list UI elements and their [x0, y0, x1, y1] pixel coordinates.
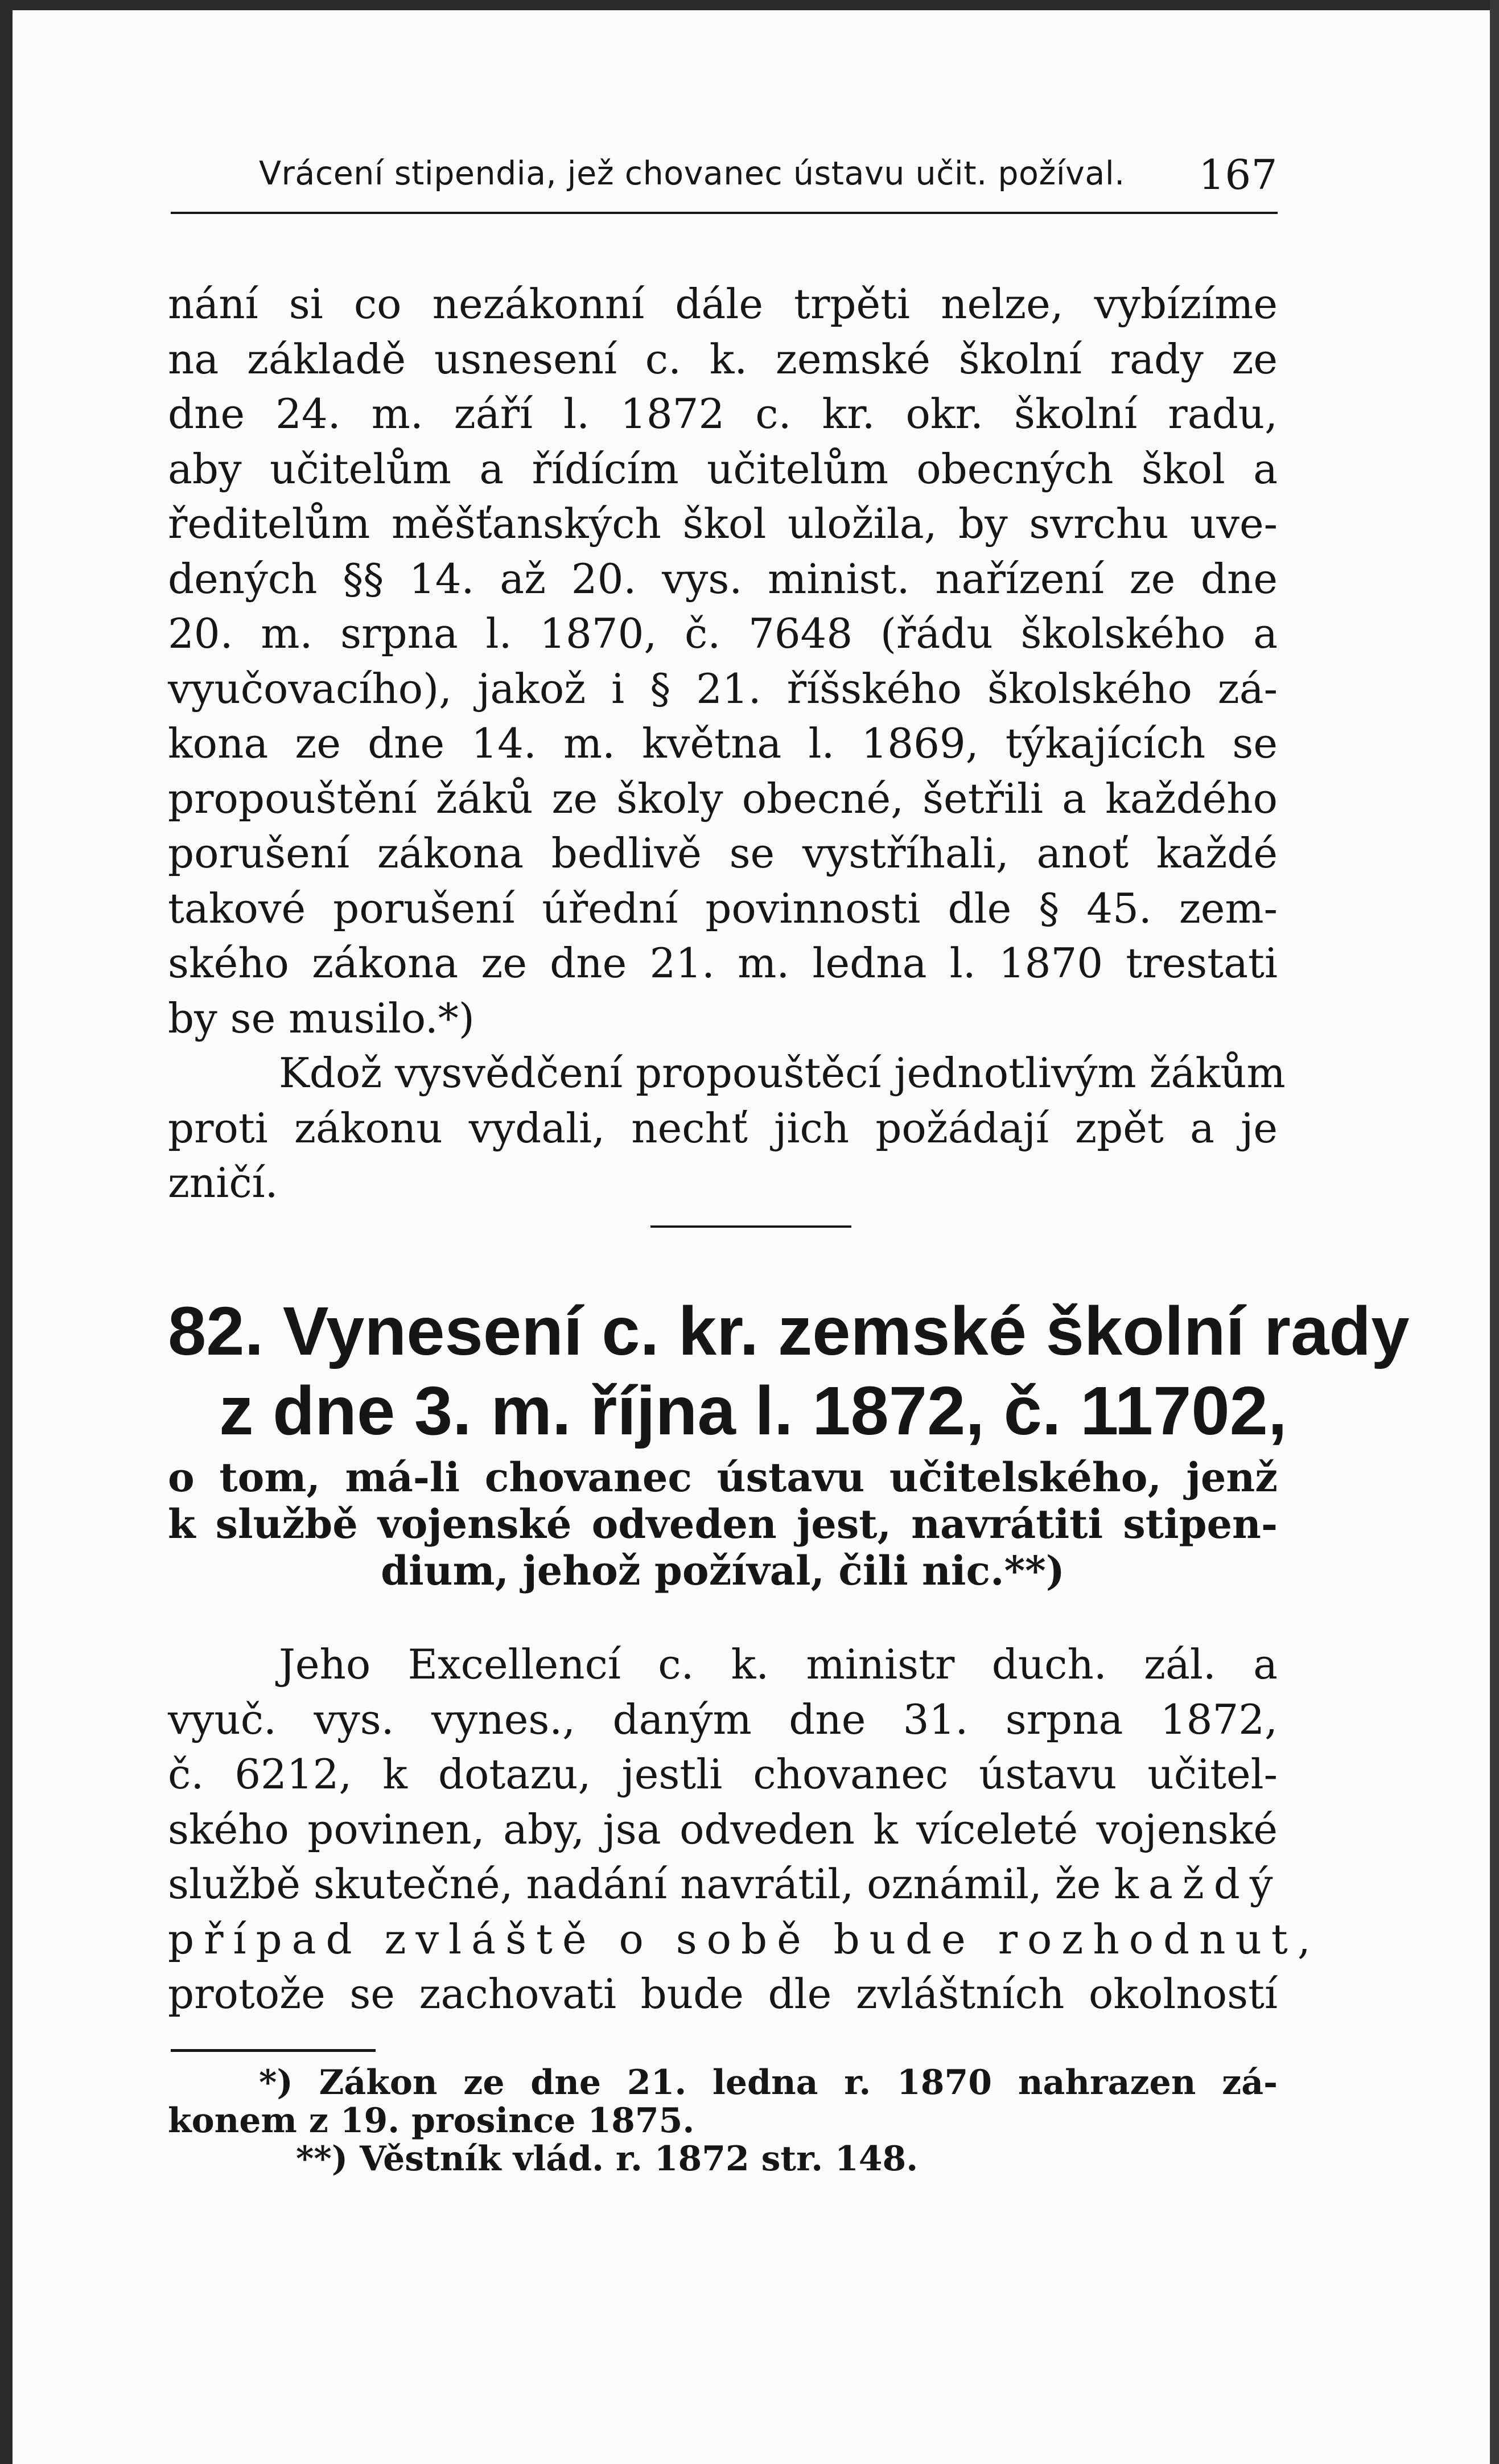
text-line: Jeho Excellencí c. k. ministr duch. zál. a [279, 1640, 1278, 1688]
page-number: 167 [1199, 151, 1278, 199]
text-line: proti zákonu vydali, nechť jich požádají zpět a je [168, 1104, 1278, 1152]
text-span: službě skutečné, nadání navrátil, oznámil, že [168, 1860, 1101, 1908]
paragraph-section-body [168, 1637, 1320, 2022]
text-line: Kdož vysvědčení propouštěcí jednotlivým žákům [279, 1049, 1286, 1097]
text-line: takové porušení úřední povinnosti dle § 45. zem- [168, 884, 1278, 932]
text-line: protože se zachovati bude dle zvláštních okolností [168, 1970, 1278, 2018]
text-line: ského povinen, aby, jsa odveden k víceleté vojenské [168, 1805, 1278, 1853]
text-line: by se musilo.*) [168, 994, 475, 1042]
section-heading [168, 1291, 1410, 1450]
text-line: aby učitelům a řídícím učitelům obecných škol a [168, 445, 1278, 493]
text-line: vyuč. vys. vynes., daným dne 31. srpna 1872, [168, 1695, 1278, 1743]
footnote-2: **) Věstník vlád. r. 1872 str. 148. [296, 2139, 919, 2179]
text-line: dených §§ 14. až 20. vys. minist. nařízení ze dne [168, 554, 1278, 603]
text-line: zničí. [168, 1159, 278, 1207]
text-line: na základě usnesení c. k. zemské školní rady ze [168, 335, 1278, 383]
text-line: č. 6212, k dotazu, jestli chovanec ústavu učitel- [168, 1750, 1278, 1798]
text-line: 20. m. srpna l. 1870, č. 7648 (řádu školského a [168, 610, 1278, 657]
text-line [168, 1857, 1283, 1912]
running-title: Vrácení stipendia, jež chovanec ústavu učit. požíval. [259, 155, 1125, 192]
footnotes [168, 2064, 1278, 2178]
footnote-1-cont: konem z 19. prosince 1875. [168, 2101, 695, 2141]
section-divider [650, 1225, 851, 1228]
scan-border-right [1490, 0, 1499, 2464]
heading-line: 82. Vynesení c. kr. zemské školní rady [168, 1292, 1410, 1369]
footnote-1: *) Zákon ze dne 21. ledna r. 1870 nahrazen zá- [259, 2063, 1278, 2103]
text-line: dne 24. m. září l. 1872 c. kr. okr. školní radu, [168, 390, 1278, 438]
text-line: propouštění žáků ze školy obecné, šetřili a každého [168, 774, 1278, 822]
heading-line: z dne 3. m. října l. 1872, č. 11702, [219, 1372, 1287, 1449]
running-header [259, 145, 1278, 202]
emphasized-text: případ zvláště o sobě bude rozhodnut, [168, 1915, 1320, 1963]
paragraph-continued [168, 277, 1286, 1211]
text-line: ředitelům měšťanských škol uložila, by svrchu uve- [168, 500, 1278, 548]
subtitle-line: o tom, má-li chovanec ústavu učitelského, jenž [168, 1454, 1278, 1501]
text-line: ského zákona ze dne 21. m. ledna l. 1870 trestati [168, 939, 1278, 987]
text-line: nání si co nezákonní dále trpěti nelze, vybízíme [168, 280, 1278, 328]
subtitle-line: k službě vojenské odveden jest, navrátiti stipen- [168, 1500, 1278, 1548]
emphasized-text: každý [1114, 1860, 1283, 1908]
scan-border-left [0, 0, 13, 2464]
header-rule [171, 212, 1278, 214]
text-line: porušení zákona bedlivě se vystříhali, anoť každé [168, 829, 1278, 877]
text-line: kona ze dne 14. m. května l. 1869, týkajících se [168, 719, 1278, 767]
scan-border-top [0, 0, 1499, 10]
text-line: vyučovacího), jakož i § 21. říšského školského zá- [168, 664, 1278, 713]
subtitle-line: dium, jehož požíval, čili nic.**) [381, 1547, 1065, 1594]
footnote-rule [171, 2049, 376, 2052]
section-subtitle [168, 1454, 1278, 1594]
